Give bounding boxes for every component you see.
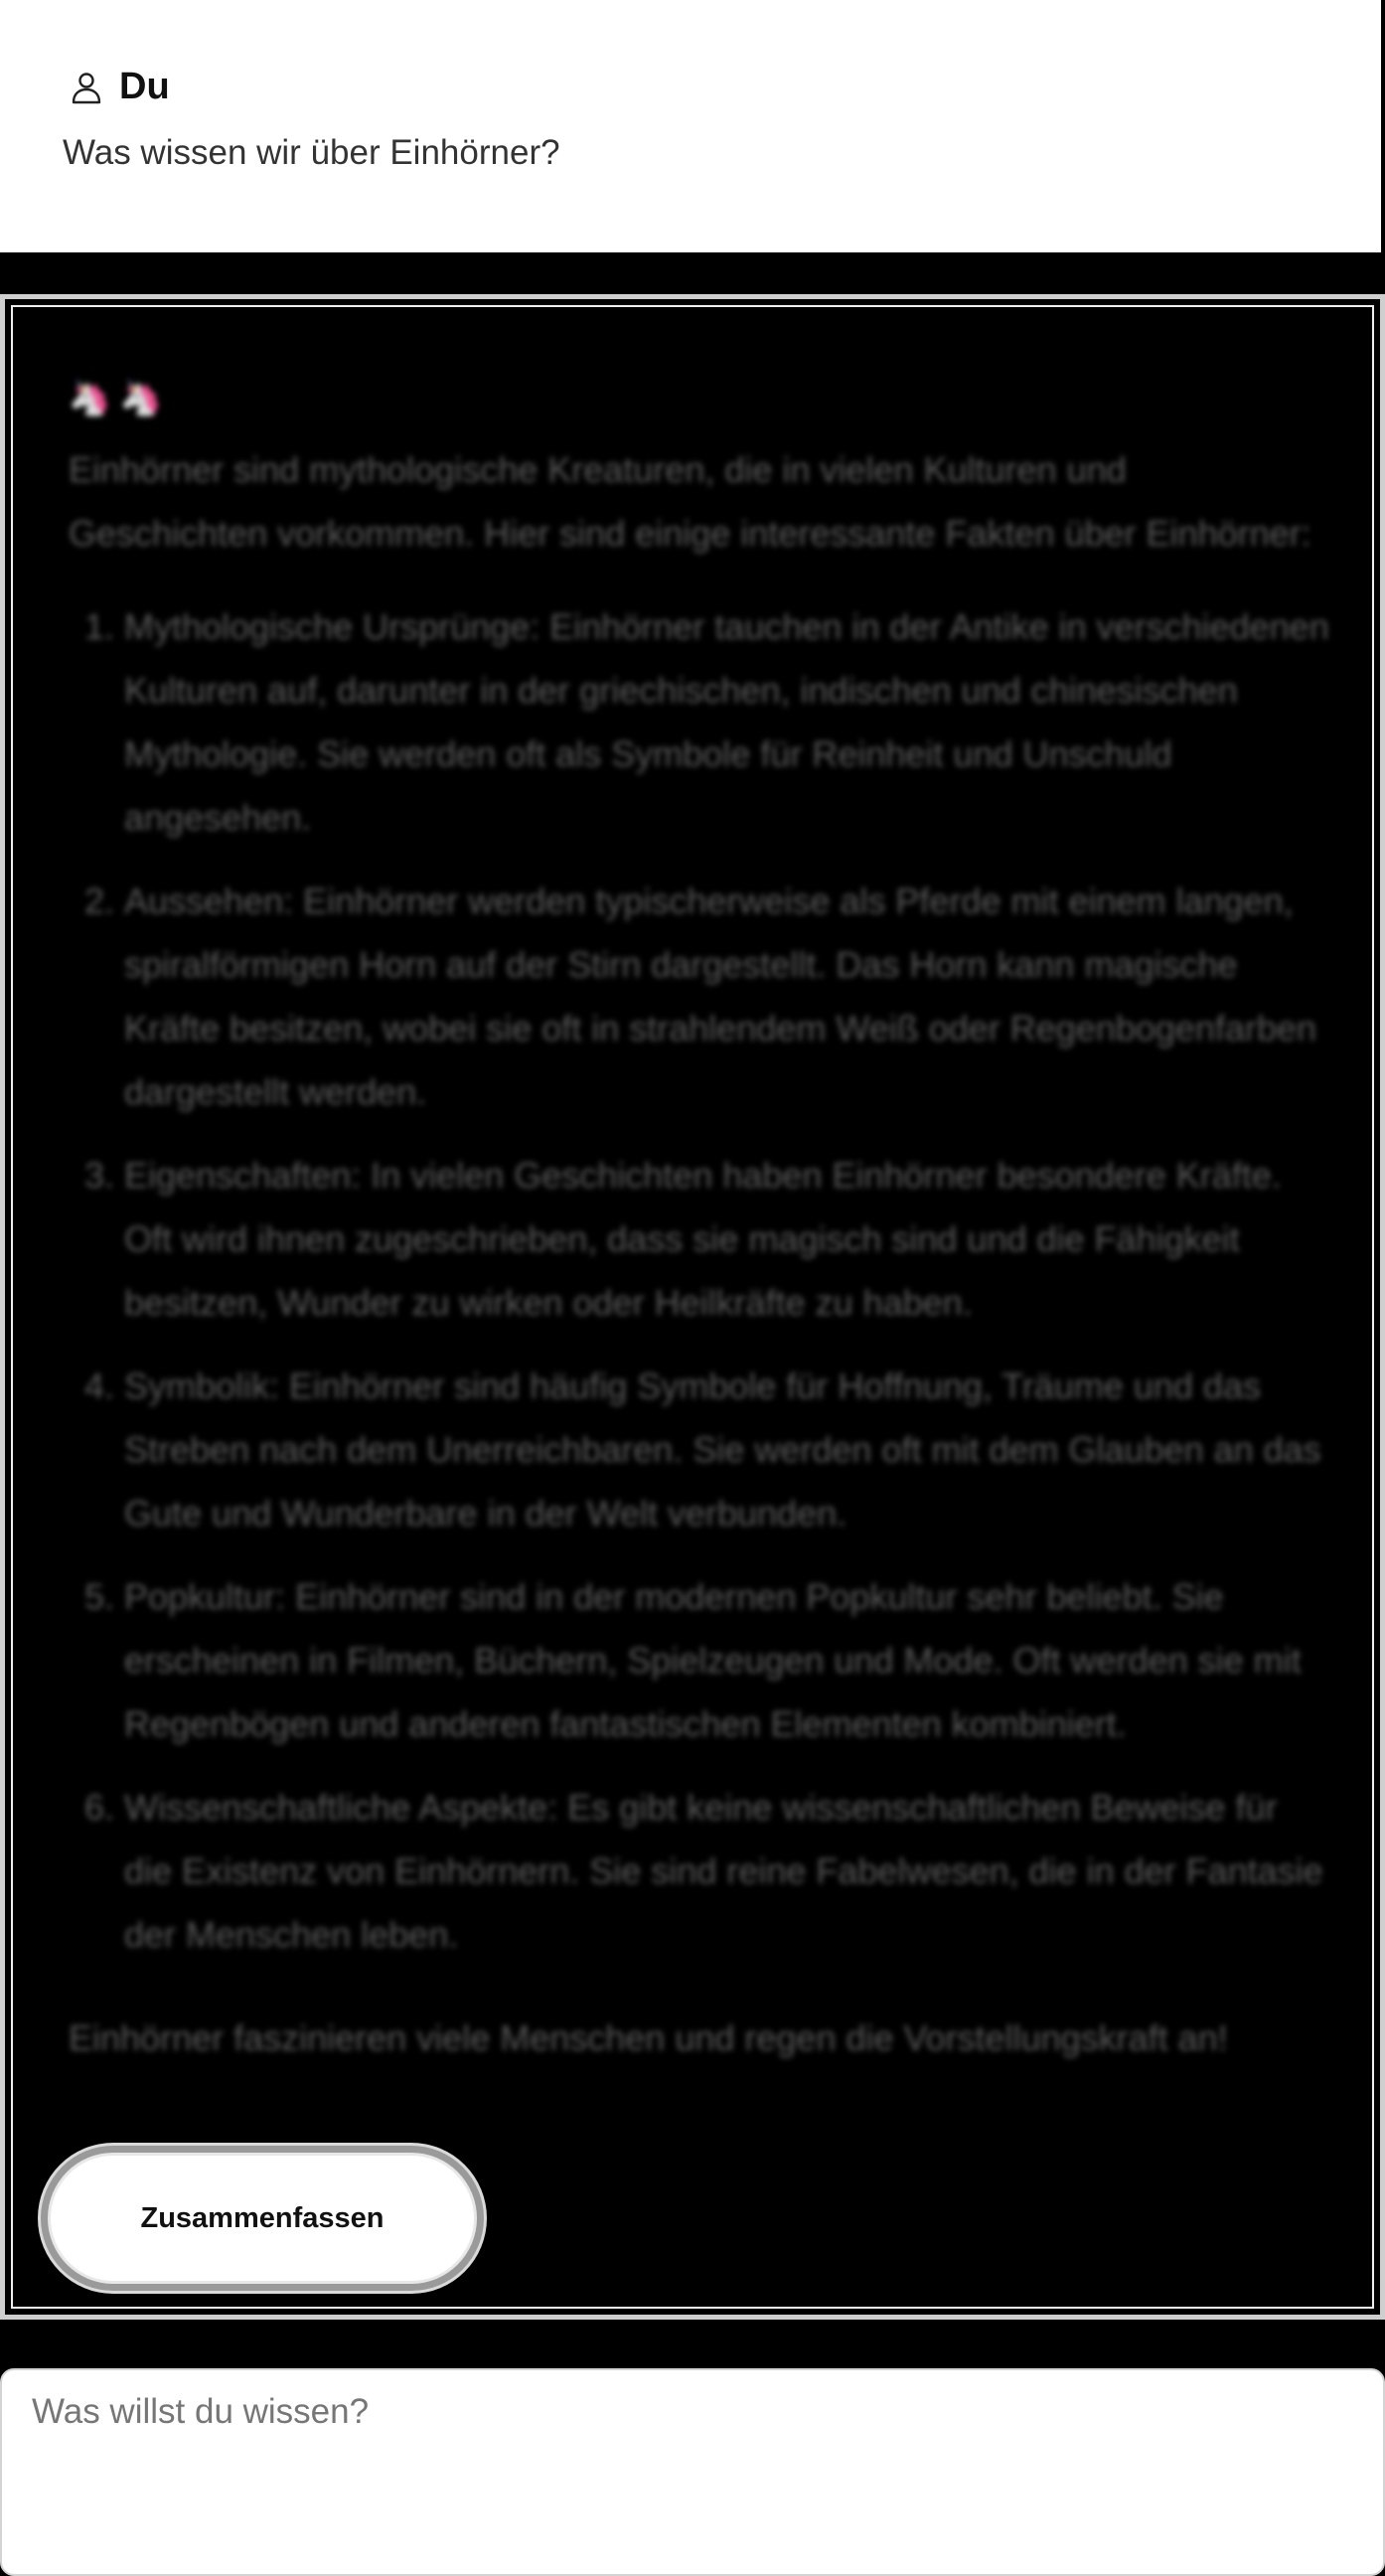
list-item: 3. Eigenschaften: In vielen Geschichten haben Einhörner besondere Kräfte. Oft wird ihnen zugeschrieben, dass sie magisch sind und die Fähigkeit besitzen, Wunder zu wirken oder Heilkräfte zu haben. (124, 1144, 1330, 1335)
user-message-header (70, 66, 170, 108)
answer-title: 🦄 🦄 (69, 380, 163, 417)
user-author-name: Du (119, 66, 170, 107)
assistant-answer-content (69, 367, 1330, 2070)
list-item: 1. Mythologische Ursprünge: Einhörner tauchen in der Antike in verschiedenen Kulturen auf, darunter in der griechischen, indischen und chinesischen Mythologie. Sie werden oft als Symbole für Reinheit und Unschuld angesehen. (124, 595, 1330, 850)
list-item: 5. Popkultur: Einhörner sind in der modernen Popkultur sehr beliebt. Sie erscheinen in Filmen, Büchern, Spielzeugen und Mode. Oft werden sie mit Regenbögen und anderen fantastischen Elementen kombiniert. (124, 1565, 1330, 1756)
list-item: 6. Wissenschaftliche Aspekte: Es gibt keine wissenschaftlichen Beweise für die Existenz von Einhörnern. Sie sind reine Fabelwesen, die in der Fantasie der Menschen leben. (124, 1776, 1330, 1967)
list-item: 2. Aussehen: Einhörner werden typischerweise als Pferde mit einem langen, spiralförmigen Horn auf der Stirn dargestellt. Das Horn kann magische Kräfte besitzen, wobei sie oft in strahlendem Weiß oder Regenbogenfarben dargestellt werden. (124, 870, 1330, 1124)
list-item: 4. Symbolik: Einhörner sind häufig Symbole für Hoffnung, Träume und das Streben nach dem Unerreichbaren. Sie werden oft mit dem Glauben an das Gute und Wunderbare in der Welt verbunden. (124, 1355, 1330, 1545)
user-question-text: Was wissen wir über Einhörner? (63, 133, 560, 172)
answer-list (69, 595, 1330, 1967)
assistant-answer-body (11, 305, 1374, 2309)
summarize-button[interactable]: Zusammenfassen (51, 2156, 474, 2281)
assistant-answer-card (0, 294, 1385, 2320)
answer-outro: Einhörner faszinieren viele Menschen und regen die Vorstellungskraft an! (69, 2017, 1228, 2058)
user-icon (70, 71, 103, 104)
user-message-card (0, 0, 1383, 252)
answer-intro: Einhörner sind mythologische Kreaturen, die in vielen Kulturen und Geschichten vorkommen. Hier sind einige interessante Fakten über Einhörner: (69, 449, 1311, 554)
question-input[interactable] (0, 2368, 1385, 2576)
